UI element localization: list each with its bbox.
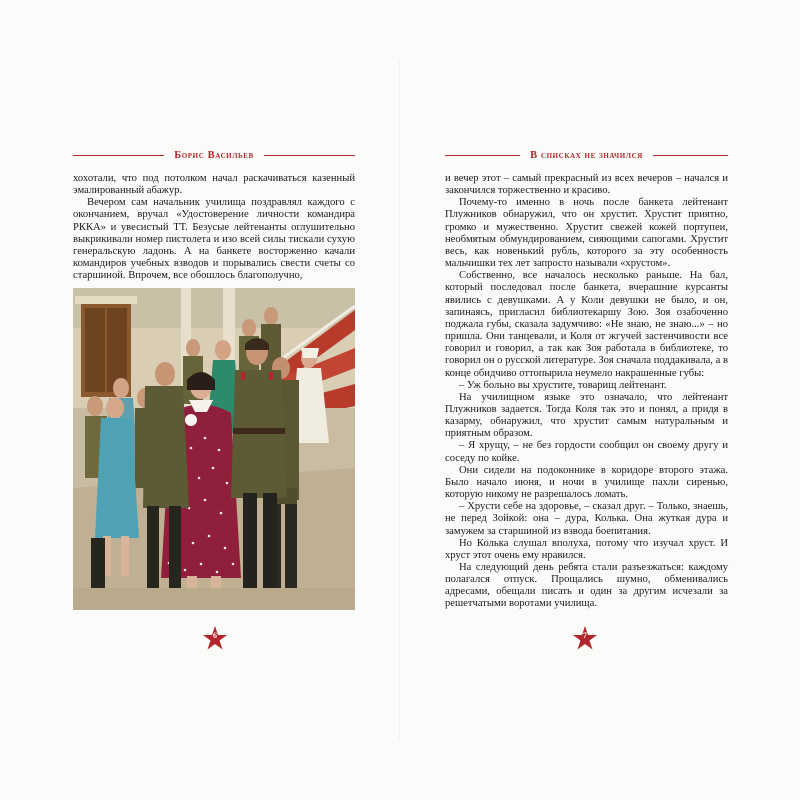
- left-page-number-text: 6: [213, 631, 217, 640]
- left-head-rule-right: [264, 155, 355, 156]
- paragraph: – Уж больно вы хрустите, товарищ лейтенант.: [459, 379, 667, 391]
- paragraph: хохотали, что под потолком начал раскачиваться казенный эмалированный абажур.: [73, 173, 355, 197]
- right-page-number-text: 7: [583, 631, 587, 640]
- right-running-head-title: В списках не значился: [530, 149, 643, 161]
- left-head-rule-left: [73, 155, 164, 156]
- left-page-text: [73, 173, 355, 282]
- right-head-rule-left: [445, 155, 520, 156]
- paragraph: и вечер этот – самый прекрасный из всех вечеров – начался и закончился торжественно и красиво.: [445, 173, 728, 197]
- right-page-number: [572, 625, 598, 651]
- right-page: [400, 0, 800, 800]
- paragraph: На училищном языке это означало, что лейтенант Плужников задается. Тогда Коля так это и понял, а придя в казарму, обнаружил, что хрустит самым натуральным и приятным образом.: [445, 391, 728, 440]
- paragraph: Собственно, все началось несколько раньше. На бал, который последовал после банкета, вчерашние курсанты явились с девушками. А у Коли девушки не было, и он, запинаясь, пригласил библиотекаршу Зою. Зоя озабоченно поджала губы, сказала задумчиво: «Не знаю, не знаю...» – но пришла. Они танцевали, и Коля от жгучей застенчивости все говорил и говорил, а так как Зоя работала в библиотеке, то говорил он о русской литературе. Зоя сначала поддакивала, а в конце обидчиво оттопырила неумело накрашенные губы:: [445, 270, 728, 379]
- paragraph: Они сидели на подоконнике в коридоре второго этажа. Было начало июня, и ночи в училище пахли сиренью, которую никому не разрешалось ломать.: [445, 464, 728, 501]
- left-running-head: [73, 148, 355, 162]
- paragraph: На следующий день ребята стали разъезжаться: каждому полагался отпуск. Прощались шумно, обменивались адресами, обещали писать и один за другим исчезали за решетчатыми воротами училища.: [445, 562, 728, 610]
- paragraph: – Хрусти себе на здоровье, – сказал друг. – Только, знаешь, не перед Зойкой: она – дура, Колька. Она жуткая дура и замужем за старшиной из взвода боепитания.: [445, 501, 728, 537]
- paragraph: Вечером сам начальник училища поздравлял каждого с окончанием, вручал «Удостоверение личности командира РККА» и увесистый ТТ. Безусые лейтенанты оглушительно выкрикивали номер пистолета и изо всей силы тискали сухую генеральскую ладонь. А на банкете восторженно качали командиров учебных взводов и порывались свести счеты со старшиной. Впрочем, все обошлось благополучно,: [73, 197, 355, 282]
- paragraph: Почему-то именно в ночь после банкета лейтенант Плужников обнаружил, что он хрустит. Хрустит приятно, громко и мужественно. Хрустит свежей кожей портупеи, необмятым обмундированием, сияющими сапогами. Хрустит весь, как новенький рубль, которого за эту особенность мальчишки тех лет запросто называли «хрустом».: [445, 197, 728, 270]
- left-running-head-title: Борис Васильев: [174, 149, 254, 161]
- ballroom-illustration: [73, 288, 355, 610]
- paragraph: Но Колька слушал вполуха, потому что изучал хруст. И хруст этот очень ему нравился.: [445, 537, 728, 561]
- paragraph: – Я хрущу, – не без гордости сообщил он своему другу и соседу по койке.: [445, 440, 728, 464]
- left-page-number: [202, 625, 228, 651]
- right-page-text: [445, 173, 728, 611]
- right-running-head: [445, 148, 728, 162]
- right-head-rule-right: [653, 155, 728, 156]
